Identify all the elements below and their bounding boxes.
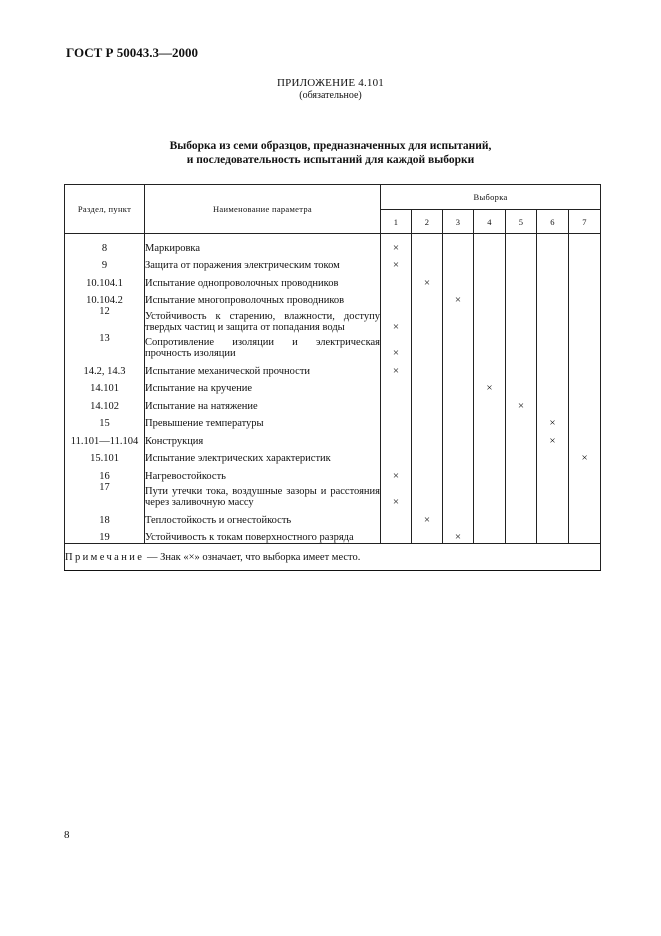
table-title-line-1: Выборка из семи образцов, предназначенных для испытаний, (169, 140, 492, 152)
sample-cell-empty (381, 508, 412, 526)
table-row (65, 306, 601, 333)
table-title-line-2: и последовательность испытаний для каждой выборки (186, 154, 475, 166)
parameter-cell: Испытание механической прочности (145, 359, 381, 377)
sample-cell-empty (474, 234, 506, 254)
sample-cell-empty (537, 394, 569, 412)
sample-number-header: 1 (381, 210, 412, 234)
parameter-cell: Испытание многопроволочных проводников (145, 289, 381, 307)
parameter-cell: Устойчивость к старению, влажности, доступу твердых частиц и защита от попадания воды (145, 306, 381, 333)
sample-cell-empty (537, 333, 569, 360)
sample-cell-empty (381, 394, 412, 412)
sample-number-header: 7 (569, 210, 601, 234)
section-cell: 17 (65, 482, 145, 509)
sample-cell-empty (381, 377, 412, 395)
parameter-cell: Испытание однопроволочных проводников (145, 271, 381, 289)
sample-cell-empty (381, 289, 412, 307)
sample-cell-empty (537, 359, 569, 377)
parameter-cell: Теплостойкость и огнестойкость (145, 508, 381, 526)
appendix-title: ПРИЛОЖЕНИЕ 4.101 (276, 77, 385, 89)
table-row (65, 394, 601, 412)
sample-cell-empty (474, 333, 506, 360)
sample-cell-empty (443, 464, 474, 482)
sample-cell-empty (569, 333, 601, 360)
parameter-cell: Испытание на натяжение (145, 394, 381, 412)
sample-cell-empty (381, 271, 412, 289)
section-cell: 16 (65, 464, 145, 482)
table-row (65, 271, 601, 289)
sample-cell-empty (381, 429, 412, 447)
sample-cell-empty (443, 234, 474, 254)
sample-mark: × (569, 447, 601, 465)
section-cell: 14.2, 14.3 (65, 359, 145, 377)
sample-cell-empty (412, 333, 443, 360)
sample-cell-empty (506, 526, 537, 544)
sample-test-table (64, 184, 601, 571)
sample-cell-empty (443, 447, 474, 465)
sample-cell-empty (474, 306, 506, 333)
section-cell: 10.104.1 (65, 271, 145, 289)
table-row (65, 254, 601, 272)
table-row (65, 333, 601, 360)
sample-number-header: 5 (506, 210, 537, 234)
section-cell: 15.101 (65, 447, 145, 465)
sample-mark: × (443, 289, 474, 307)
sample-cell-empty (506, 429, 537, 447)
table-row (65, 464, 601, 482)
sample-mark: × (412, 508, 443, 526)
sample-cell-empty (474, 412, 506, 430)
sample-cell-empty (443, 508, 474, 526)
parameter-cell: Устойчивость к токам поверхностного разряда (145, 526, 381, 544)
sample-cell-empty (443, 482, 474, 509)
sample-cell-empty (537, 508, 569, 526)
sample-cell-empty (381, 526, 412, 544)
sample-cell-empty (569, 271, 601, 289)
sample-cell-empty (569, 482, 601, 509)
table-row (65, 447, 601, 465)
sample-cell-empty (474, 482, 506, 509)
sample-cell-empty (506, 464, 537, 482)
document-code: ГОСТ Р 50043.3—2000 (66, 45, 198, 60)
sample-cell-empty (506, 412, 537, 430)
sample-cell-empty (537, 254, 569, 272)
note-label: Примечание (65, 551, 145, 563)
sample-mark: × (537, 412, 569, 430)
sample-cell-empty (569, 464, 601, 482)
sample-cell-empty (569, 508, 601, 526)
section-cell: 15 (65, 412, 145, 430)
section-cell: 14.102 (65, 394, 145, 412)
table-row (65, 429, 601, 447)
section-cell: 18 (65, 508, 145, 526)
sample-mark: × (381, 482, 412, 509)
table-row (65, 359, 601, 377)
sample-cell-empty (569, 306, 601, 333)
sample-cell-empty (506, 306, 537, 333)
sample-cell-empty (443, 333, 474, 360)
sample-cell-empty (474, 526, 506, 544)
parameter-cell: Конструкция (145, 429, 381, 447)
sample-mark: × (443, 526, 474, 544)
table-row (65, 377, 601, 395)
sample-cell-empty (412, 359, 443, 377)
table-row (65, 289, 601, 307)
sample-cell-empty (569, 234, 601, 254)
sample-cell-empty (412, 254, 443, 272)
parameter-cell: Сопротивление изоляции и электрическая прочность изоляции (145, 333, 381, 360)
appendix-status: (обязательное) (299, 90, 362, 101)
parameter-cell: Превышение температуры (145, 412, 381, 430)
sample-cell-empty (474, 254, 506, 272)
table-note (65, 544, 601, 571)
sample-cell-empty (569, 394, 601, 412)
parameter-cell: Пути утечки тока, воздушные зазоры и расстояния через заливочную массу (145, 482, 381, 509)
sample-cell-empty (412, 526, 443, 544)
sample-cell-empty (443, 271, 474, 289)
parameter-cell: Маркировка (145, 234, 381, 254)
sample-mark: × (381, 234, 412, 254)
sample-cell-empty (537, 271, 569, 289)
sample-cell-empty (569, 526, 601, 544)
table-row (65, 412, 601, 430)
sample-cell-empty (474, 464, 506, 482)
sample-mark: × (381, 306, 412, 333)
sample-cell-empty (474, 394, 506, 412)
sample-mark: × (381, 359, 412, 377)
sample-cell-empty (569, 359, 601, 377)
table-row (65, 526, 601, 544)
sample-mark: × (412, 271, 443, 289)
sample-cell-empty (537, 447, 569, 465)
sample-cell-empty (443, 377, 474, 395)
sample-cell-empty (412, 464, 443, 482)
sample-cell-empty (412, 482, 443, 509)
sample-cell-empty (412, 377, 443, 395)
sample-cell-empty (506, 508, 537, 526)
sample-cell-empty (506, 377, 537, 395)
sample-cell-empty (412, 234, 443, 254)
sample-cell-empty (537, 464, 569, 482)
sample-mark: × (381, 333, 412, 360)
sample-cell-empty (537, 526, 569, 544)
sample-cell-empty (381, 412, 412, 430)
sample-cell-empty (443, 429, 474, 447)
section-cell: 8 (65, 234, 145, 254)
sample-mark: × (474, 377, 506, 395)
sample-cell-empty (537, 234, 569, 254)
sample-cell-empty (412, 289, 443, 307)
table-row (65, 234, 601, 254)
sample-cell-empty (506, 482, 537, 509)
sample-cell-empty (412, 412, 443, 430)
section-cell: 12 (65, 306, 145, 333)
sample-cell-empty (412, 429, 443, 447)
sample-cell-empty (443, 306, 474, 333)
section-cell: 11.101—11.104 (65, 429, 145, 447)
parameter-cell: Нагревостойкость (145, 464, 381, 482)
sample-cell-empty (569, 429, 601, 447)
sample-cell-empty (569, 254, 601, 272)
sample-cell-empty (506, 254, 537, 272)
sample-cell-empty (474, 289, 506, 307)
sample-cell-empty (443, 412, 474, 430)
sample-cell-empty (569, 289, 601, 307)
sample-cell-empty (443, 254, 474, 272)
table-row (65, 508, 601, 526)
section-cell: 9 (65, 254, 145, 272)
note-text: — Знак «×» означает, что выборка имеет место. (144, 551, 361, 563)
sample-cell-empty (506, 234, 537, 254)
sample-cell-empty (506, 271, 537, 289)
sample-mark: × (506, 394, 537, 412)
sample-cell-empty (506, 333, 537, 360)
sample-cell-empty (569, 412, 601, 430)
column-header-sample: Выборка (381, 185, 601, 210)
sample-mark: × (537, 429, 569, 447)
sample-cell-empty (381, 447, 412, 465)
sample-cell-empty (474, 359, 506, 377)
parameter-cell: Испытание на кручение (145, 377, 381, 395)
sample-cell-empty (474, 271, 506, 289)
page-number: 8 (64, 829, 70, 841)
sample-number-header: 2 (412, 210, 443, 234)
sample-cell-empty (537, 306, 569, 333)
sample-number-header: 6 (537, 210, 569, 234)
column-header-section: Раздел, пункт (65, 185, 145, 234)
column-header-parameter: Наименование параметра (145, 185, 381, 234)
sample-cell-empty (412, 306, 443, 333)
section-cell: 14.101 (65, 377, 145, 395)
section-cell: 13 (65, 333, 145, 360)
sample-number-header: 4 (474, 210, 506, 234)
parameter-cell: Защита от поражения электрическим током (145, 254, 381, 272)
sample-cell-empty (474, 447, 506, 465)
sample-mark: × (381, 464, 412, 482)
sample-cell-empty (474, 429, 506, 447)
sample-cell-empty (474, 508, 506, 526)
sample-mark: × (381, 254, 412, 272)
sample-cell-empty (412, 394, 443, 412)
sample-number-header: 3 (443, 210, 474, 234)
sample-cell-empty (506, 447, 537, 465)
parameter-cell: Испытание электрических характеристик (145, 447, 381, 465)
sample-cell-empty (443, 359, 474, 377)
table-row (65, 482, 601, 509)
sample-cell-empty (569, 377, 601, 395)
sample-cell-empty (506, 289, 537, 307)
sample-cell-empty (506, 359, 537, 377)
sample-cell-empty (537, 482, 569, 509)
sample-cell-empty (443, 394, 474, 412)
sample-cell-empty (537, 289, 569, 307)
section-cell: 19 (65, 526, 145, 544)
section-cell: 10.104.2 (65, 289, 145, 307)
sample-cell-empty (537, 377, 569, 395)
sample-cell-empty (412, 447, 443, 465)
